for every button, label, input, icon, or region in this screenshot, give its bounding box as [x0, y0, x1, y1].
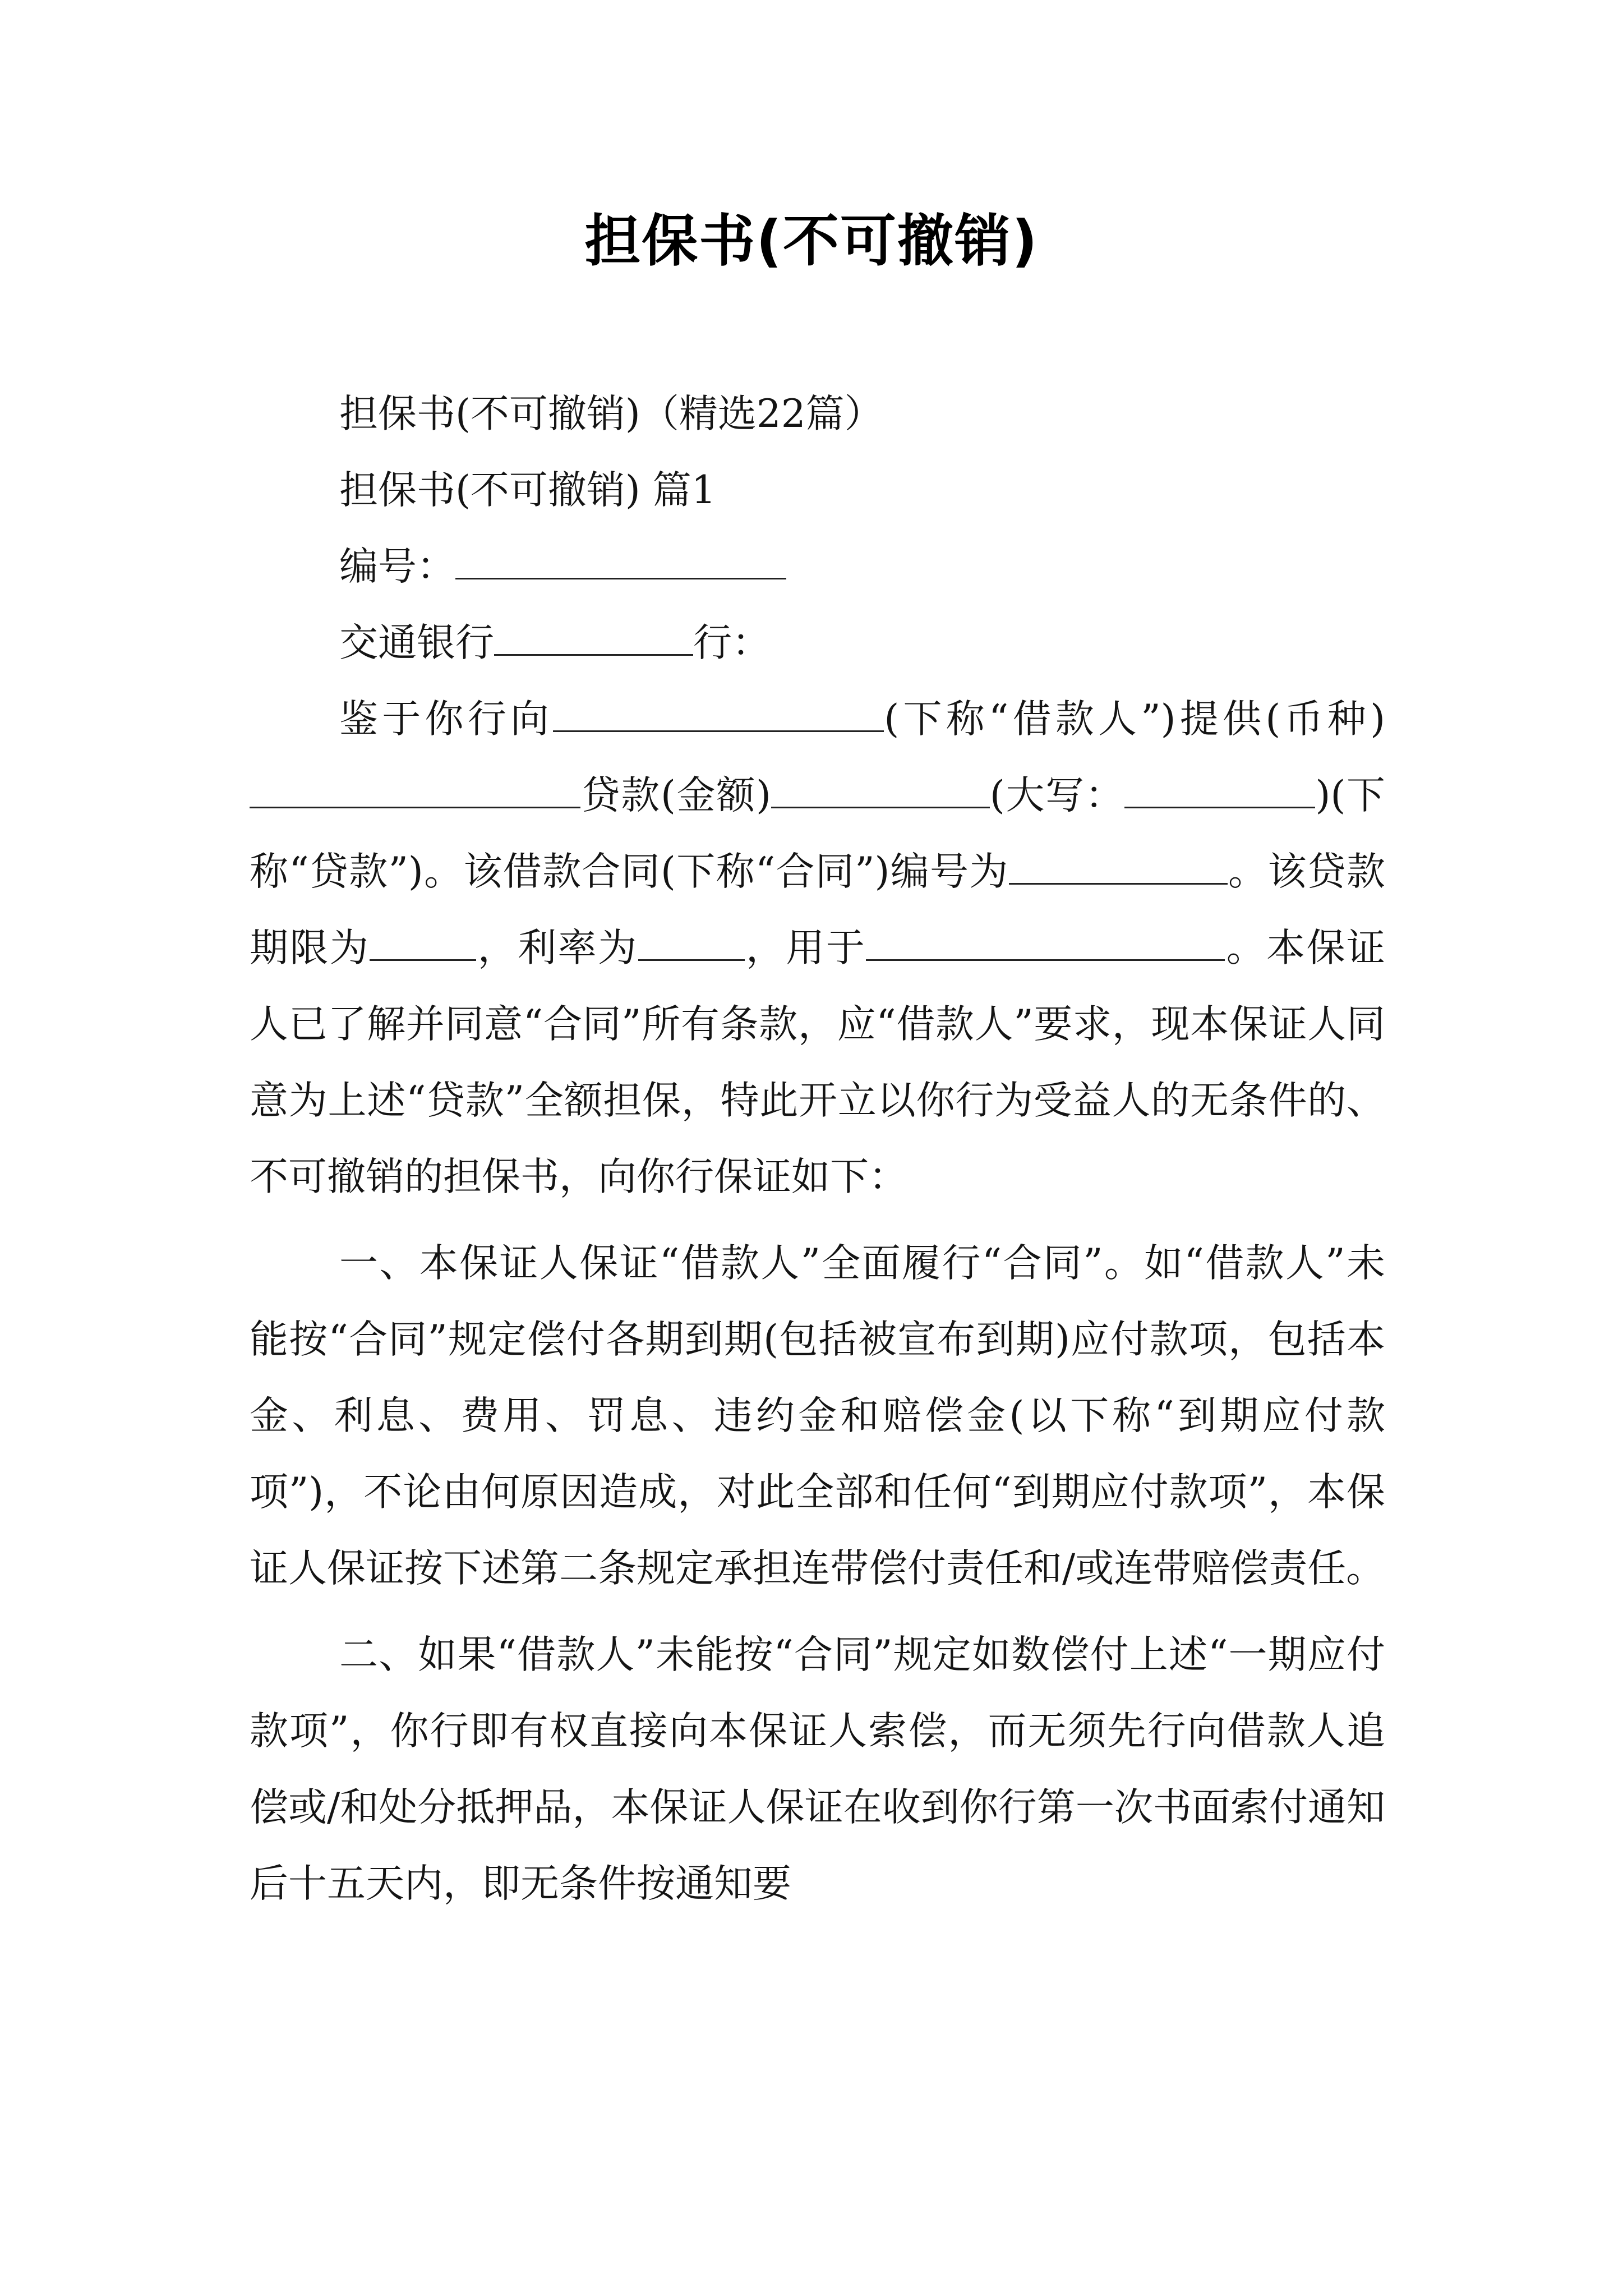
- clause-two: 二、如果“借款人”未能按“合同”规定如数偿付上述“一期应付款项”，你行即有权直接向本保证人索偿，而无须先行向借款人追偿或/和处分抵押品，本保证人保证在收到你行第一次书面索付通知后十五天内，即无条件按通知要: [250, 1632, 1385, 1906]
- intro-text: )(下称“贷款”)。该借款合同(下称“合同”)编号为: [250, 773, 1385, 894]
- field-number: [250, 528, 1385, 605]
- blank-line: [494, 622, 693, 656]
- blank-line: [1124, 774, 1315, 808]
- intro-text: (大写：: [989, 773, 1125, 818]
- field-bank: [250, 605, 1385, 681]
- blank-line: [370, 927, 476, 961]
- field-bank-before: 交通银行: [339, 620, 494, 665]
- blank-line: [866, 927, 1225, 961]
- subtitle-line: 担保书(不可撤销)（精选22篇）: [339, 392, 883, 436]
- intro-paragraph: [250, 681, 1385, 1215]
- intro-text: (下称“借款人”)提供(币种): [884, 697, 1385, 742]
- intro-text: 。该贷款期限为: [250, 849, 1386, 970]
- intro-text: 鉴于你行向: [339, 697, 554, 742]
- blank-line: [771, 774, 990, 808]
- blank-line: [638, 927, 745, 961]
- blank-line: [1009, 850, 1228, 885]
- blank-line: [250, 774, 580, 808]
- field-number-label: 编号：: [339, 544, 455, 589]
- field-bank-after: 行：: [693, 620, 771, 665]
- document-title: 担保书(不可撤销): [584, 208, 1039, 274]
- intro-text: 。本保证人已了解并同意“合同”所有条款，应“借款人”要求，现本保证人同意为上述“贷款”全额担保，特此开立以你行为受益人的无条件的、不可撤销的担保书，向你行保证如下：: [250, 926, 1385, 1199]
- blank-line: [553, 698, 884, 732]
- intro-text: ，用于: [744, 926, 866, 970]
- section-heading: 担保书(不可撤销) 篇1: [339, 468, 716, 513]
- clause-one: 一、本保证人保证“借款人”全面履行“合同”。如“借款人”未能按“合同”规定偿付各期到期(包括被宣布到期)应付款项，包括本金、利息、费用、罚息、违约金和赔偿金(以下称“到期应付款项”)，不论由何原因造成，对此全部和任何“到期应付款项”，本保证人保证按下述第二条规定承担连带偿付责任和/或连带赔偿责任。: [250, 1241, 1385, 1591]
- document-body: [250, 376, 1385, 1922]
- blank-line: [455, 545, 786, 579]
- intro-text: 贷款(金额): [580, 773, 771, 818]
- intro-text: ，利率为: [476, 926, 638, 970]
